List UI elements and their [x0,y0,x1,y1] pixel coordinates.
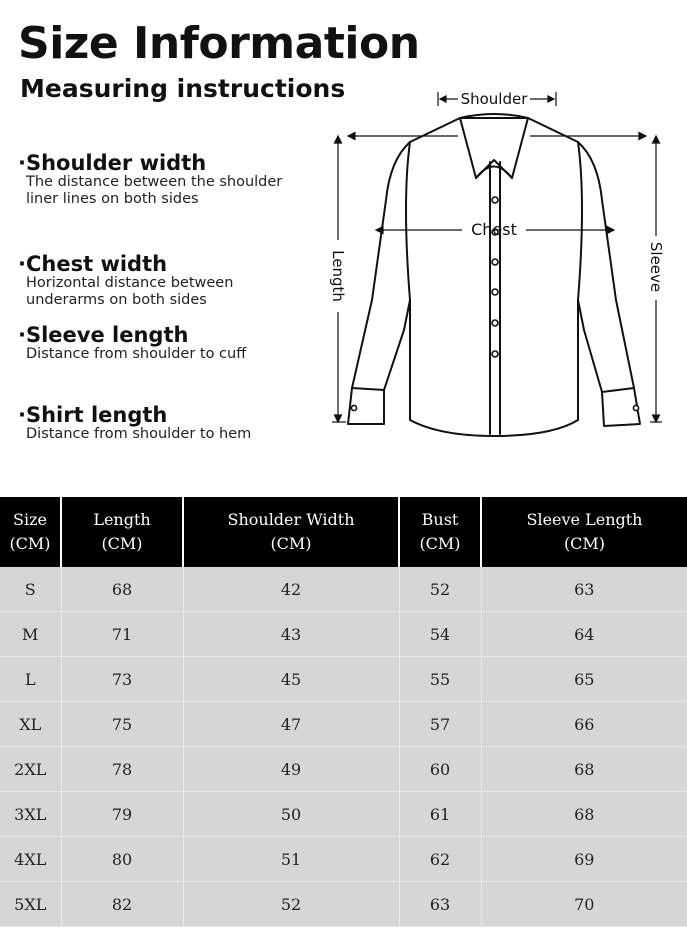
instruction-heading: Shoulder width [25,151,207,175]
instruction-shoulder-width: ·Shoulder width The distance between the shoulder liner lines on both sides [18,151,283,208]
cell-bust: 60 [399,747,481,792]
cell-bust: 52 [399,567,481,612]
length-label: Length [329,250,347,302]
header-sleeve-length: Sleeve Length (CM) [481,497,687,567]
header-length: Length (CM) [61,497,183,567]
header-shoulder-width: Shoulder Width (CM) [183,497,399,567]
header-size: Size (CM) [0,497,61,567]
cell-shoulder-width: 51 [183,837,399,882]
cell-sleeve-length: 68 [481,792,687,837]
page-title: Size Information [18,18,420,69]
table-header-row [0,497,687,567]
cell-shoulder-width: 52 [183,882,399,927]
cell-shoulder-width: 42 [183,567,399,612]
cell-shoulder-width: 47 [183,702,399,747]
cell-length: 75 [61,702,183,747]
cell-length: 73 [61,657,183,702]
instruction-desc: The distance between the shoulder [26,174,283,191]
table-row [0,702,687,747]
sleeve-label: Sleeve [647,241,665,293]
cell-length: 80 [61,837,183,882]
instruction-sleeve-length: ·Sleeve length Distance from shoulder to cuff [18,323,247,363]
cell-size: L [0,657,61,702]
table-row [0,747,687,792]
cell-shoulder-width: 45 [183,657,399,702]
cell-sleeve-length: 66 [481,702,687,747]
instruction-desc: Distance from shoulder to cuff [26,346,247,363]
cell-length: 82 [61,882,183,927]
cell-size: 4XL [0,837,61,882]
cell-length: 78 [61,747,183,792]
shoulder-label: Shoulder [460,90,528,108]
size-chart-table [0,497,687,927]
header-bust: Bust (CM) [399,497,481,567]
table-row [0,837,687,882]
cell-bust: 57 [399,702,481,747]
cell-size: M [0,612,61,657]
cell-length: 71 [61,612,183,657]
instruction-desc: liner lines on both sides [26,191,199,208]
instruction-heading: Sleeve length [25,323,189,347]
cell-sleeve-length: 68 [481,747,687,792]
cell-sleeve-length: 63 [481,567,687,612]
cell-length: 79 [61,792,183,837]
cell-sleeve-length: 69 [481,837,687,882]
table-row [0,792,687,837]
chest-label: Chest [471,220,517,239]
cell-size: 2XL [0,747,61,792]
cell-bust: 63 [399,882,481,927]
instruction-desc: Horizontal distance between [26,275,234,292]
page-subtitle: Measuring instructions [20,74,346,103]
instruction-desc: underarms on both sides [26,292,207,309]
cell-size: 3XL [0,792,61,837]
cell-bust: 62 [399,837,481,882]
cell-shoulder-width: 43 [183,612,399,657]
cell-bust: 55 [399,657,481,702]
table-row [0,567,687,612]
cell-length: 68 [61,567,183,612]
table-row [0,657,687,702]
instruction-heading: Shirt length [25,403,168,427]
cell-sleeve-length: 64 [481,612,687,657]
instruction-desc: Distance from shoulder to hem [26,426,252,443]
cell-bust: 54 [399,612,481,657]
cell-sleeve-length: 70 [481,882,687,927]
shirt-diagram [320,82,680,442]
instruction-chest-width: ·Chest width Horizontal distance between underarms on both sides [18,252,234,309]
cell-bust: 61 [399,792,481,837]
instruction-heading: Chest width [25,252,168,276]
cell-shoulder-width: 50 [183,792,399,837]
cell-shoulder-width: 49 [183,747,399,792]
instruction-shirt-length: ·Shirt length Distance from shoulder to hem [18,403,252,443]
cell-sleeve-length: 65 [481,657,687,702]
cell-size: 5XL [0,882,61,927]
cell-size: S [0,567,61,612]
table-row [0,612,687,657]
table-row [0,882,687,927]
cell-size: XL [0,702,61,747]
